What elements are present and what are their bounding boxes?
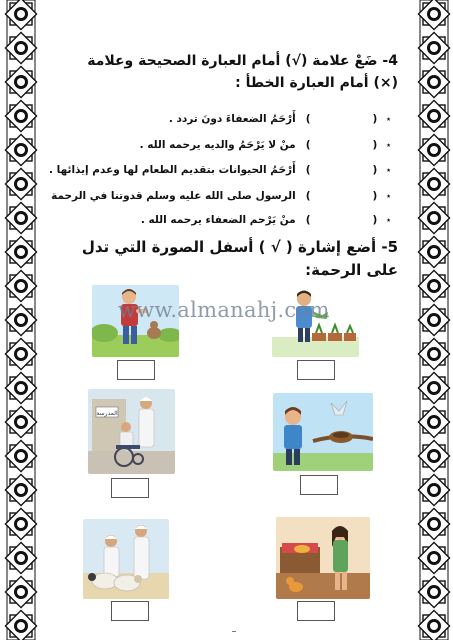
answer-parentheses[interactable]: () xyxy=(305,164,378,176)
school-sign-text: المدرسة xyxy=(96,410,118,417)
page-mark xyxy=(232,631,236,632)
answer-box[interactable] xyxy=(297,601,335,621)
ornament-star-icon xyxy=(418,440,449,471)
ornament-star-icon xyxy=(418,202,449,233)
statement-item xyxy=(169,110,391,128)
ornament-star-icon xyxy=(5,236,36,267)
ornament-star-icon xyxy=(418,304,449,335)
ornament-star-icon xyxy=(5,440,36,471)
ornament-star-icon xyxy=(418,66,449,97)
answer-box[interactable] xyxy=(117,360,155,380)
statement-text: أَرْحَمُ الضعفاءَ دونَ تردد . xyxy=(168,113,296,125)
answer-box[interactable] xyxy=(297,360,335,380)
star-bullet-icon: ٭ xyxy=(386,141,391,151)
ornament-star-icon xyxy=(418,236,449,267)
ornament-star-icon xyxy=(5,304,36,335)
ornament-star-icon xyxy=(418,100,449,131)
ornament-star-icon xyxy=(418,372,449,403)
ornament-star-icon xyxy=(418,610,449,640)
site-watermark: www.almanahj.com xyxy=(118,298,330,322)
question-4-heading: 4- ضَعْ علامة (√) أمام العبارة الصحيحة وعلامة (×) أمام العبارة الخطأ : xyxy=(87,53,398,91)
ornament-star-icon xyxy=(5,134,36,165)
ornament-star-icon xyxy=(418,508,449,539)
ornament-star-icon xyxy=(5,406,36,437)
ornament-star-icon xyxy=(5,32,36,63)
men-with-wheelchair-picture xyxy=(88,389,175,474)
boy-with-bird-nest-picture xyxy=(273,393,373,471)
ornament-star-icon xyxy=(418,338,449,369)
ornament-star-icon xyxy=(5,610,36,640)
ornament-star-icon xyxy=(5,202,36,233)
star-bullet-icon: ٭ xyxy=(386,166,391,176)
ornament-star-icon xyxy=(5,0,36,30)
ornament-star-icon xyxy=(5,474,36,505)
men-with-sheep-picture xyxy=(83,519,169,599)
ornament-star-icon xyxy=(5,372,36,403)
ornament-star-icon xyxy=(5,338,36,369)
ornament-star-icon xyxy=(418,168,449,199)
ornament-star-icon xyxy=(5,508,36,539)
statement-item xyxy=(140,136,391,154)
ornament-star-icon xyxy=(418,270,449,301)
statement-text: منْ لا يَرْحَمُ والديه يرحمه الله . xyxy=(139,139,296,151)
statement-text: منْ يَرْحم الضعفاء يرحمه الله . xyxy=(140,214,296,226)
ornament-star-icon xyxy=(418,406,449,437)
ornament-star-icon xyxy=(5,542,36,573)
ornament-star-icon xyxy=(418,576,449,607)
ornament-star-icon xyxy=(418,0,449,30)
left-ornament-border xyxy=(4,0,38,640)
star-bullet-icon: ٭ xyxy=(386,115,391,125)
ornament-star-icon xyxy=(5,168,36,199)
girl-with-cat-picture xyxy=(276,517,370,599)
ornament-star-icon xyxy=(418,134,449,165)
ornament-star-icon xyxy=(5,100,36,131)
star-bullet-icon: ٭ xyxy=(386,216,391,226)
statement-text: الرسول صلى الله عليه وسلم قدوتنا في الرحمة xyxy=(51,190,296,202)
ornament-star-icon xyxy=(418,32,449,63)
answer-parentheses[interactable]: () xyxy=(305,113,378,125)
ornament-star-icon xyxy=(5,576,36,607)
ornament-star-icon xyxy=(418,542,449,573)
answer-box[interactable] xyxy=(111,478,149,498)
answer-box[interactable] xyxy=(300,475,338,495)
ornament-star-icon xyxy=(5,66,36,97)
question-5-heading: 5- أضع إشارة ( √ ) أسفل الصورة التي تدل على الرحمة: xyxy=(81,238,398,279)
statement-item xyxy=(141,211,391,229)
ornament-star-icon xyxy=(418,474,449,505)
statement-item xyxy=(49,161,391,179)
answer-parentheses[interactable]: () xyxy=(305,214,378,226)
right-ornament-border xyxy=(417,0,451,640)
statement-item xyxy=(51,187,391,205)
answer-parentheses[interactable]: () xyxy=(305,190,378,202)
ornament-star-icon xyxy=(5,270,36,301)
star-bullet-icon: ٭ xyxy=(386,192,391,202)
answer-parentheses[interactable]: () xyxy=(305,139,378,151)
statement-text: أَرْحَمُ الحيوانات بتقديم الطعام لها وعدم إيذائها . xyxy=(48,164,296,176)
answer-box[interactable] xyxy=(111,601,149,621)
